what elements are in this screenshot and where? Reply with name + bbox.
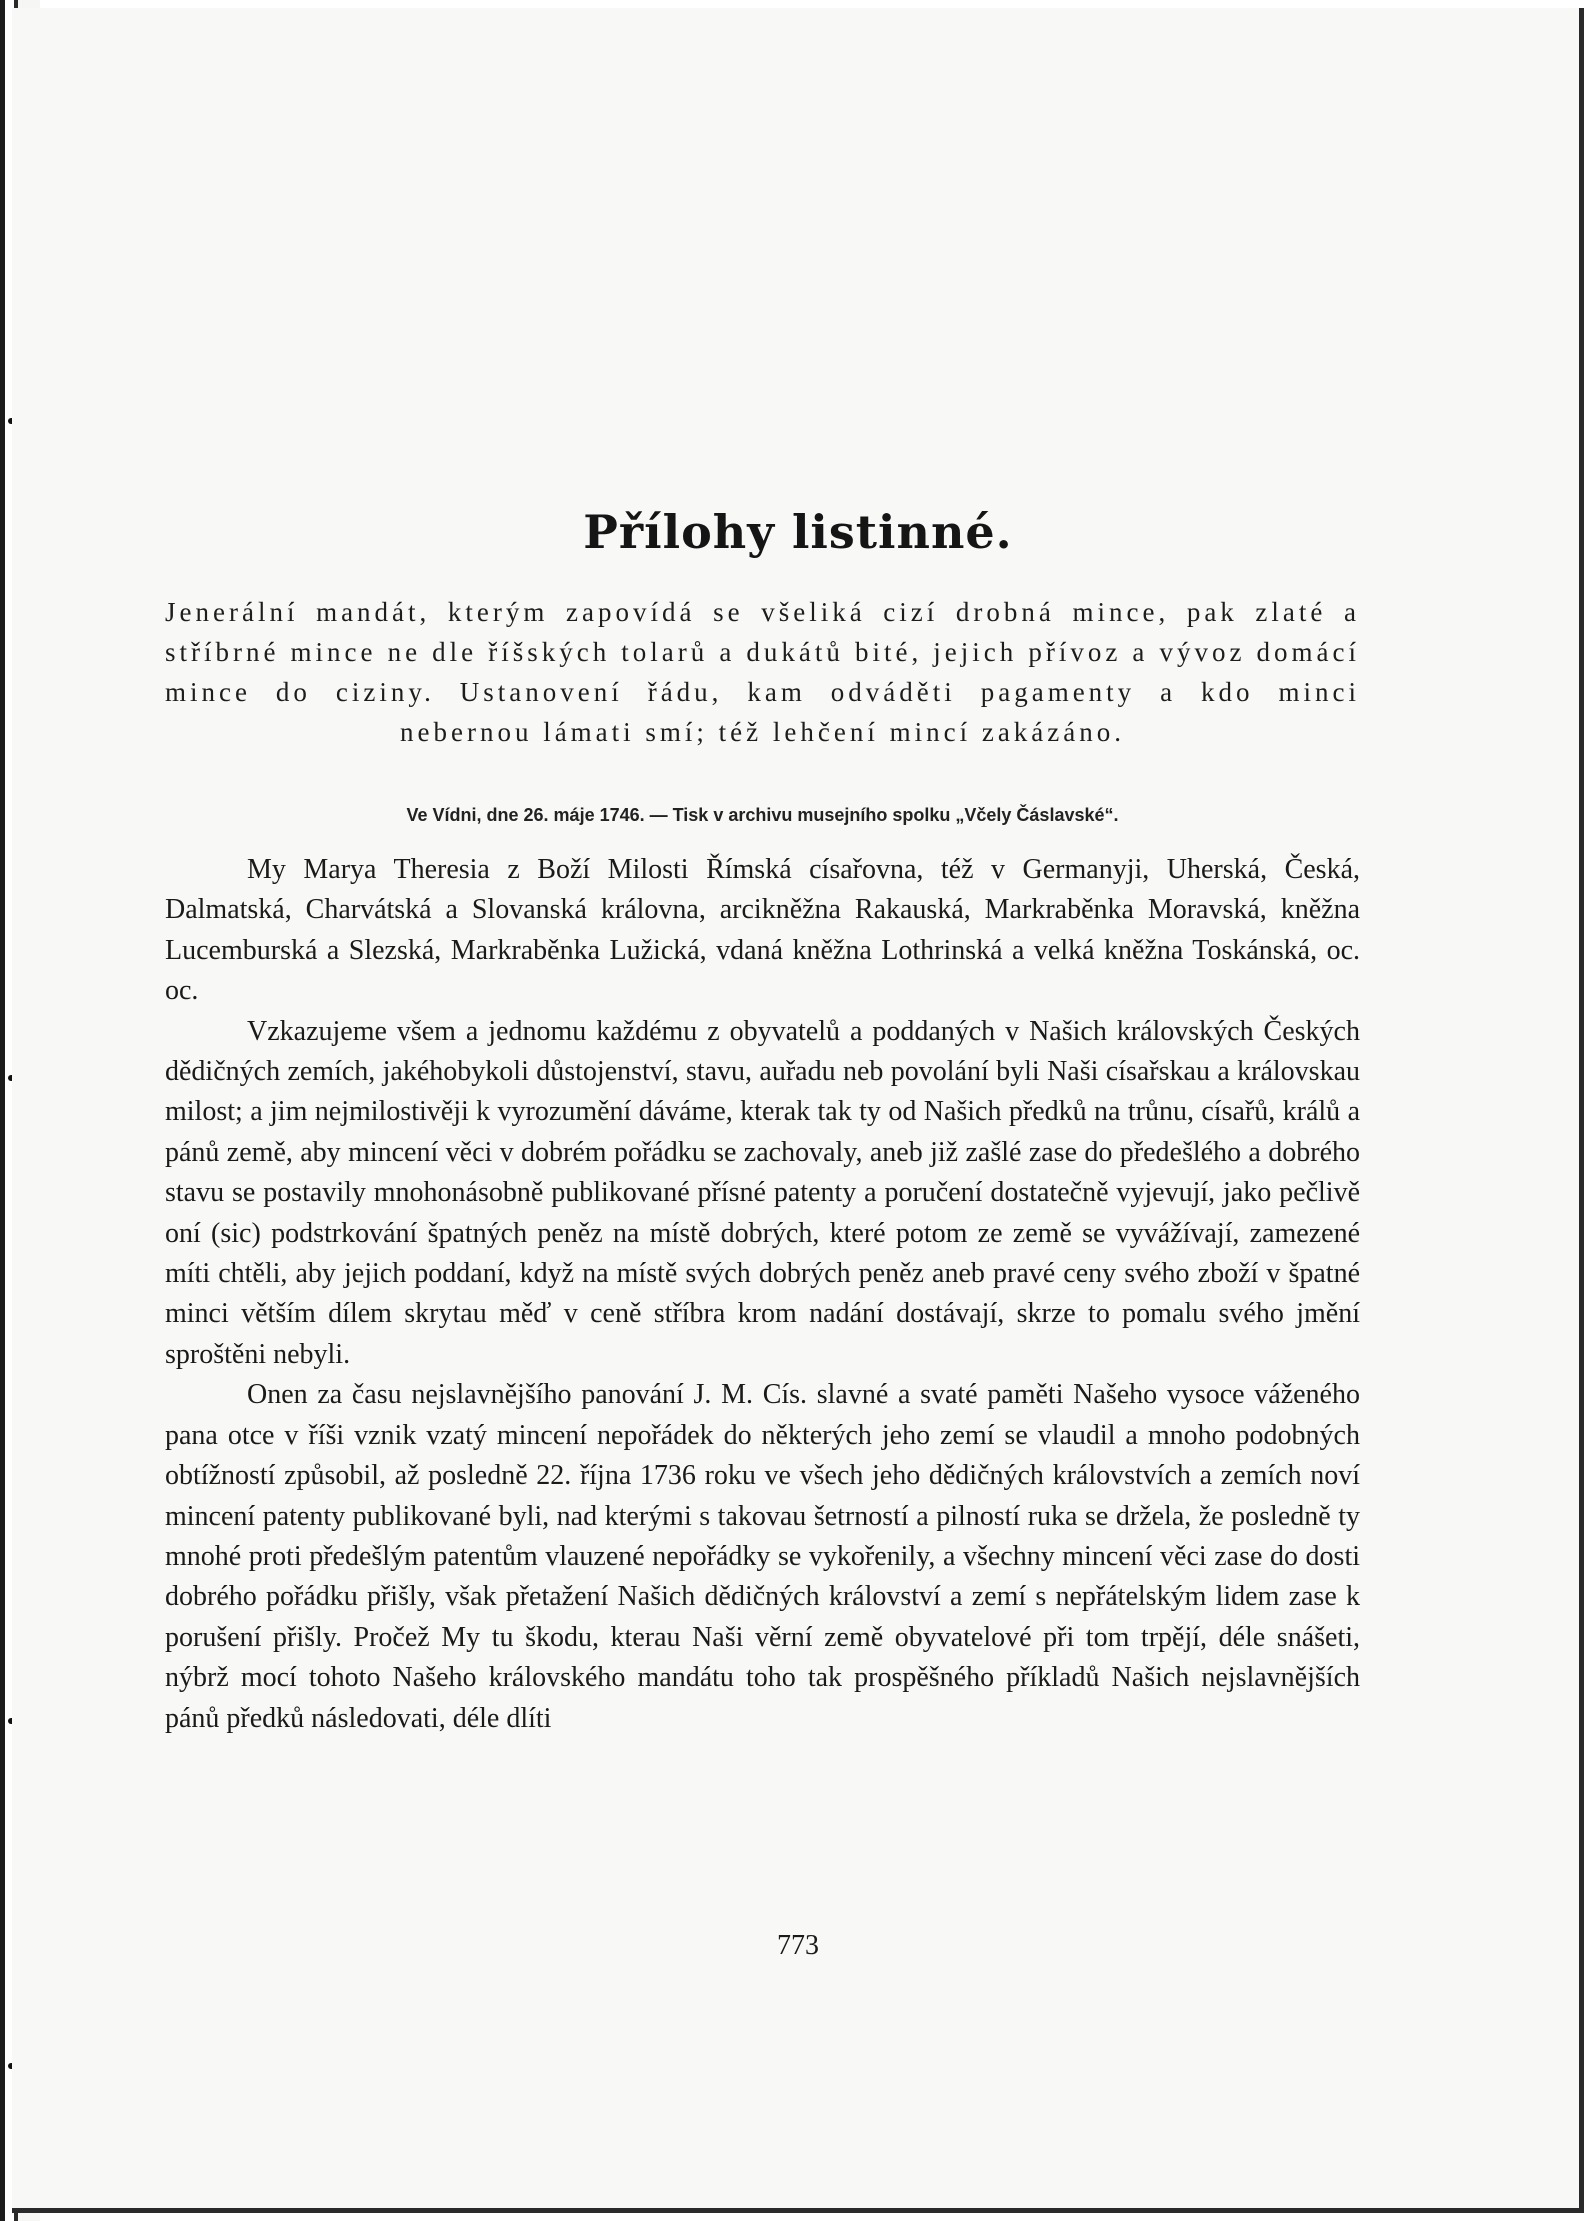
body-text	[165, 850, 1360, 1739]
document-title: Jenerální mandát, kterým zapovídá se všeliká cizí drobná mince, pak zlaté a stříbrné mince ne dle říšských tolarů a dukátů bité, jejich přívoz a vývoz domácí mince do ciziny. Ustanovení řádu, kam odváděti pagamenty a kdo minci nebernou lámati smí; též lehčení mincí zakázáno.	[165, 597, 1360, 747]
page-number: 773	[777, 1930, 819, 1961]
paragraph: Vzkazujeme všem a jednomu každému z obyvatelů a poddaných v Našich královských Českých dědičných zemích, jakéhobykoli důstojenství, stavu, auřadu neb povolání byli Naši císařskau a královskau milost; a jim nejmilostivěji k vyrozumění dáváme, kterak tak ty od Našich předků na trůnu, císařů, králů a pánů země, aby mincení věci v dobrém pořádku se zachovaly, aneb již zašlé zase do předešlého a dobrého stavu se postavily mnohonásobně publikované přísné patenty a poručení dostatečně vyjevují, jako pečlivě oní (sic) podstrkování špatných peněz na místě dobrých, které potom ze země se vyvážívají, zamezené míti chtěli, aby jejich poddaní, když na místě svých dobrých peněz aneb pravé ceny svého zboží v špatné minci větším dílem skrytau měď v ceně stříbra krom nadání dostávají, skrze to pomalu svého jmění sproštěni nebyli.	[165, 1015, 1360, 1370]
paragraph: Onen za času nejslavnějšího panování J. M. Cís. slavné a svaté paměti Našeho vysoce váženého pana otce v říši vznik vzatý mincení nepořádek do některých jeho zemí se vlaudil a mnoho podobných obtížností způsobil, až posledně 22. října 1736 roku ve všech jeho dědičných královstvích a zemích noví mincení patenty publikované byli, nad kterými s takovau šetrností a pilností ruka se držela, že posledně ty mnohé proti předešlým patentům vlauzené nepořádky se vykořenily, a všechny mincení věci zase do dosti dobrého pořádku přišly, však přetažení Našich dědičných království a zemí s nepřátelským lidem zase k porušení přišly. Pročež My tu škodu, kterau Naši věrní země obyvatelové při tom trpějí, déle snášeti, nýbrž mocí tohoto Našeho královského mandátu toho tak prospěšného příkladů Našich nejslavnějších pánů předků následovati, déle dlíti	[165, 1379, 1360, 1734]
page-heading: Přílohy listinné.	[583, 505, 1013, 559]
paragraph: My Marya Theresia z Boží Milosti Římská císařovna, též v Germanyji, Uherská, Česká, Dalmatská, Charvátská a Slovanská královna, arcikněžna Rakauská, Markraběnka Moravská, kněžna Lucemburská a Slezská, Markraběnka Lužická, vdaná kněžna Lothrinská a velká kněžna Toskánská, oc. oc.	[165, 854, 1360, 1007]
source-line: Ve Vídni, dne 26. máje 1746. — Tisk v archivu musejního spolku „Včely Čáslavské“.	[406, 805, 1119, 825]
